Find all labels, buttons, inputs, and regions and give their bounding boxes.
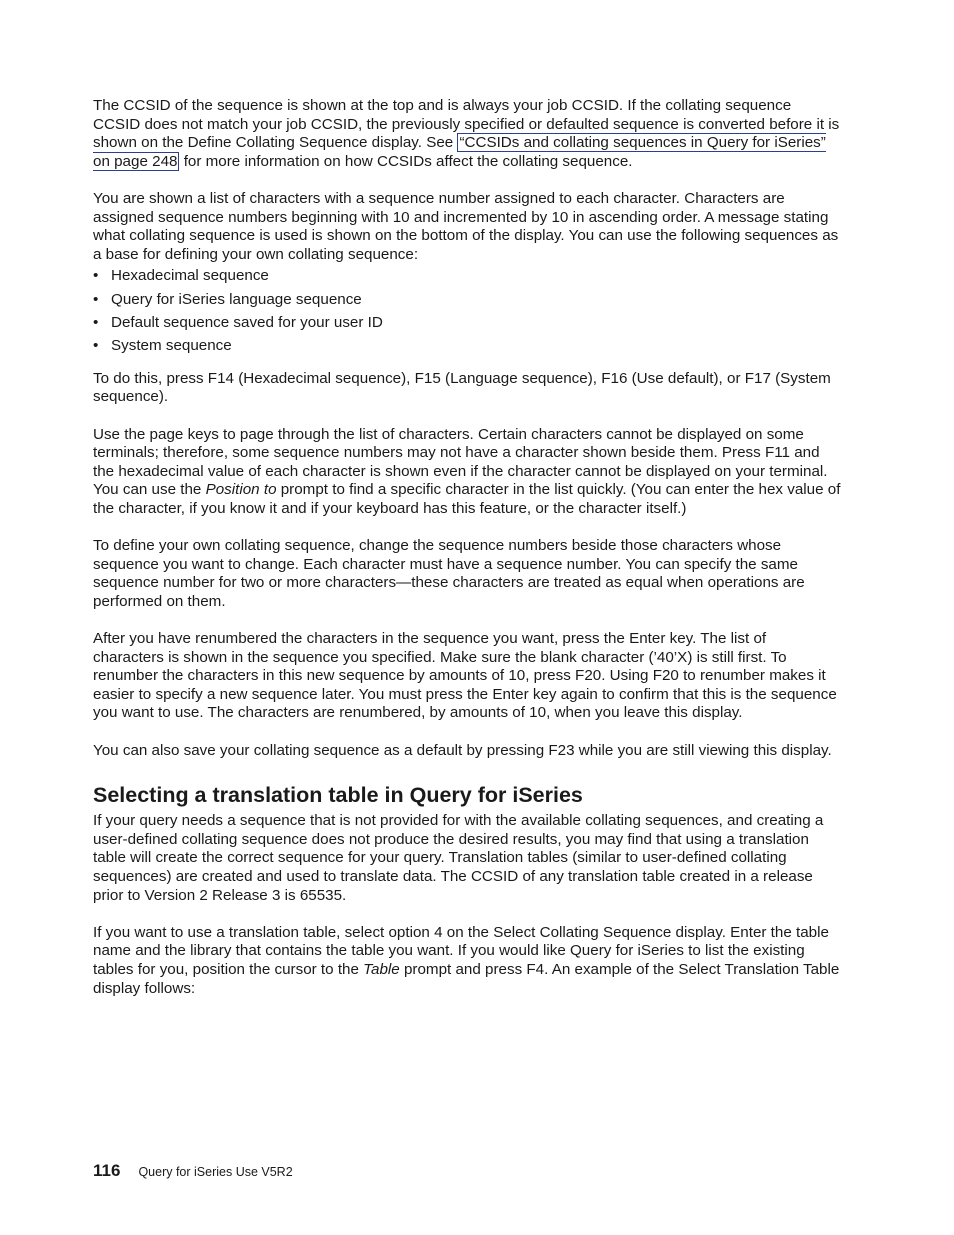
book-title: Query for iSeries Use V5R2 [138,1165,293,1179]
paragraph-text: prompt and press F4. An example of the Select Translation Table display follows: [93,961,840,997]
paragraph-text: Use the page keys to page through the list of characters. Certain characters cannot be displayed on some terminals; therefore, some sequence numbers may not have a character shown beside them. Press F11 and the hexadecimal value of each character is shown even if the character cannot be displayed on your terminal. You can use the [93,425,828,499]
list-item-text: Default sequence saved for your user ID [111,313,383,331]
list-item [93,314,841,333]
paragraph-translation-intro: If your query needs a sequence that is not provided for with the available collating sequences, and creating a user-defined collating sequence does not produce the desired results, you may find that using a translation table will create the correct sequence for your query. Translation tables (similar to user-defined collating sequences) are created and used to translate data. The CCSID of any translation table created in a release prior to Version 2 Release 3 is 65535. [93,812,824,904]
paragraph-sequence-list: You are shown a list of characters with a sequence number assigned to each character. Characters are assigned sequence numbers beginning with 10 and incremented by 10 in ascending order. A message stating what collating sequence is used is shown on the bottom of the display. You can use the following sequences as a base for defining your own collating sequence: [93,189,839,263]
position-to-prompt-term: Position to [205,481,277,499]
paragraph-text: prompt to find a specific character in the list quickly. (You can enter the hex value of the character, if you know it and if your keyboard has this feature, or the character itself.) [93,481,841,517]
list-item-text: Query for iSeries language sequence [111,290,362,308]
ccsid-cross-reference-link[interactable]: “CCSIDs and collating sequences in Query for iSeries” on page 248 [93,134,826,170]
paragraph-define-sequence: To define your own collating sequence, change the sequence numbers beside those characters whose sequence you want to change. Each character must have a sequence number. You can specify the same sequence number for two or more characters—these characters are treated as equal when operations are performed on them. [93,537,805,610]
paragraph-text: for more information on how CCSIDs affect the collating sequence. [179,152,633,170]
section-heading: Selecting a translation table in Query for iSeries [93,783,583,808]
list-item [93,337,841,356]
page-body [93,97,841,998]
paragraph-save-default: You can also save your collating sequence as a default by pressing F23 while you are still viewing this display. [93,741,832,759]
table-prompt-term: Table [363,961,400,978]
list-item [93,267,841,286]
sequence-bullet-list [93,267,841,355]
paragraph-translation-select [93,924,841,998]
list-item [93,291,841,310]
paragraph-page-keys [93,426,841,519]
list-item-text: System sequence [111,337,232,355]
list-item-text: Hexadecimal sequence [111,267,269,285]
bullet-icon: • [93,267,99,285]
bullet-icon: • [93,290,99,308]
paragraph-text: If you want to use a translation table, select option 4 on the Select Collating Sequence display. Enter the table name and the library that contains the table you want. If you would like Query for iSeries to list the existing tables for you, position the cursor to the [93,923,829,978]
paragraph-ccsid [93,97,841,171]
paragraph-renumber: After you have renumbered the characters in the sequence you want, press the Enter key. The list of characters is shown in the sequence you specified. Make sure the blank character (’40’X) is still first. To renumber the characters in this new sequence by amounts of 10, press F20. Using F20 to renumber makes it easier to specify a new sequence later. You must press the Enter key again to confirm that this is the sequence you want to use. The characters are renumbered, by amounts of 10, when you leave this display. [93,630,837,722]
paragraph-function-keys: To do this, press F14 (Hexadecimal sequence), F15 (Language sequence), F16 (Use default), or F17 (System sequence). [93,369,831,406]
page-footer [93,1161,293,1181]
page-number: 116 [93,1161,121,1180]
bullet-icon: • [93,337,99,355]
bullet-icon: • [93,313,99,331]
paragraph-text: The CCSID of the sequence is shown at the top and is always your job CCSID. If the collating sequence CCSID does not match your job CCSID, the previously specified or defaulted sequence is converted before it is shown on the Define Collating Sequence display. See [93,97,840,152]
